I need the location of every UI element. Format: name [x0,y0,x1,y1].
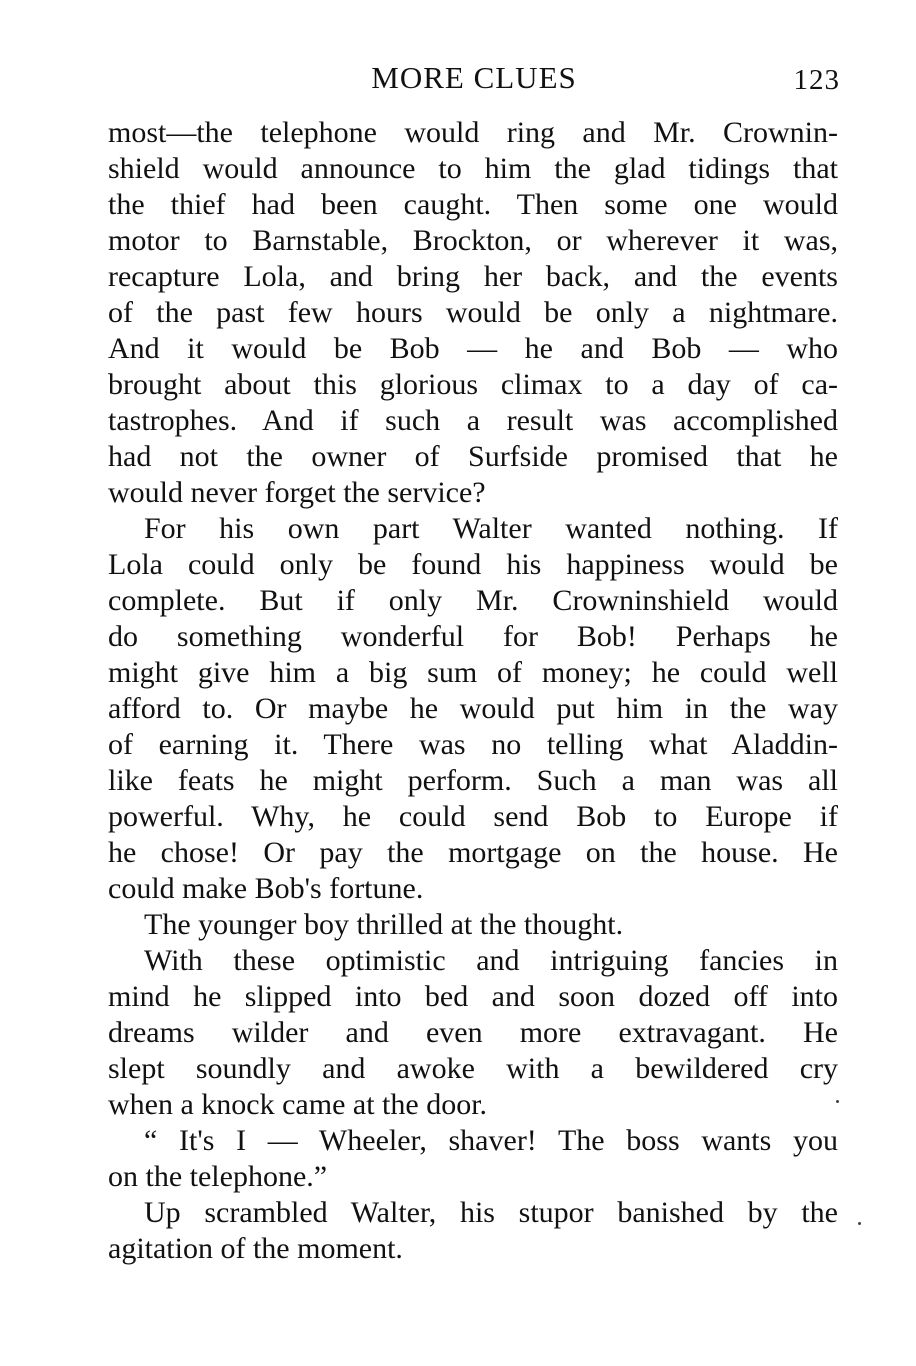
chapter-title: MORE CLUES [371,60,577,95]
text-line: powerful. Why, he could send Bob to Europe if [108,800,838,833]
text-line: slept soundly and awoke with a bewildered cry [108,1052,838,1085]
text-line: most—the telephone would ring and Mr. Crownin- [108,116,838,149]
print-speck [836,1100,839,1103]
text-line: he chose! Or pay the mortgage on the house. He [108,836,838,869]
page-number: 123 [793,64,840,96]
text-line: mind he slipped into bed and soon dozed off into [108,980,838,1013]
text-line: Up scrambled Walter, his stupor banished by the [144,1196,838,1229]
text-line: might give him a big sum of money; he could well [108,656,838,689]
text-line: motor to Barnstable, Brockton, or wherever it was, [108,224,838,257]
text-line: complete. But if only Mr. Crowninshield would [108,584,838,617]
text-line: brought about this glorious climax to a day of ca- [108,368,838,401]
text-line: the thief had been caught. Then some one would [108,188,838,221]
text-line: With these optimistic and intriguing fancies in [144,944,838,977]
text-line: of the past few hours would be only a nightmare. [108,296,838,329]
text-line: do something wonderful for Bob! Perhaps he [108,620,838,653]
text-line: shield would announce to him the glad tidings that [108,152,838,185]
text-line: would never forget the service? [108,476,486,509]
print-speck [858,1222,861,1225]
text-line: dreams wilder and even more extravagant. He [108,1016,838,1049]
text-line: tastrophes. And if such a result was accomplished [108,404,838,437]
text-line: recapture Lola, and bring her back, and the events [108,260,838,293]
text-line: “ It's I — Wheeler, shaver! The boss wants you [144,1124,838,1157]
text-line: And it would be Bob — he and Bob — who [108,332,838,365]
text-line: Lola could only be found his happiness would be [108,548,838,581]
text-line: like feats he might perform. Such a man was all [108,764,838,797]
body-text [108,115,838,1267]
text-line: The younger boy thrilled at the thought. [144,908,624,941]
text-line: when a knock came at the door. [108,1088,488,1121]
text-line: agitation of the moment. [108,1232,403,1265]
text-line: afford to. Or maybe he would put him in the way [108,692,838,725]
running-head [108,58,840,98]
text-line: For his own part Walter wanted nothing. If [144,512,838,545]
text-line: had not the owner of Surfside promised that he [108,440,838,473]
text-line: could make Bob's fortune. [108,872,424,905]
text-line: on the telephone.” [108,1160,328,1193]
text-line: of earning it. There was no telling what Aladdin- [108,728,838,761]
